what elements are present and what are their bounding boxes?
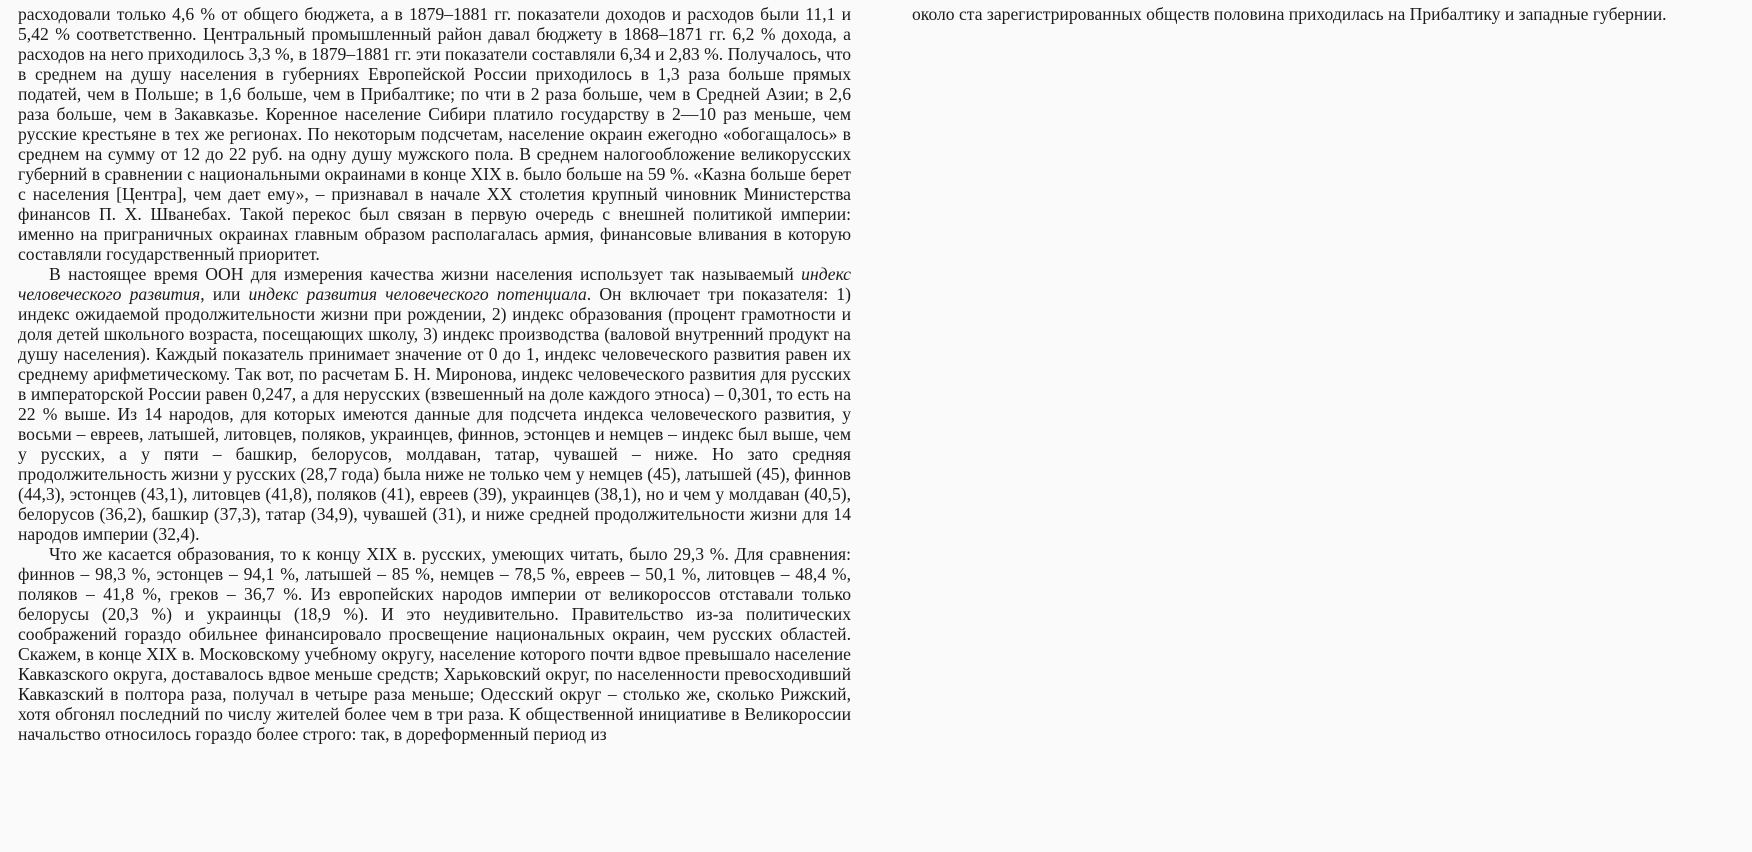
hdi-text-intro: В настоящее время ООН для измерения качества жизни населения использует так называемый: [49, 264, 802, 284]
paragraph-taxation: расходовали только 4,6 % от общего бюджета, а в 1879–1881 гг. показатели доходов и расходов были 11,1 и 5,42 % соответственно. Центральный промышленный район давал бюджету в 1868–1871 гг. 6,2 % дохода, а расходов на него приходилось 3,3 %, в 1879–1881 гг. эти показатели составляли 6,34 и 2,83 %. Получалось, что в среднем на душу населения в губерниях Европейской России приходилось в 1,3 раза больше прямых податей, чем в Польше; в 1,6 больше, чем в Прибалтике; по чти в 2 раза больше, чем в Средней Азии; в 2,6 раза больше, чем в Закавказье. Коренное население Сибири платило государству в 2—10 раз меньше, чем русские крестьяне в тех же регионах. По некоторым подсчетам, население окраин ежегодно «обогащалось» в среднем на сумму от 12 до 22 руб. на одну душу мужского пола. В среднем налогообложение великорусских губерний в сравнении с национальными окраинами в конце XIX в. было больше на 59 %. «Казна больше берет с населения [Центра], чем дает ему», – признавал в начале XX столетия крупный чиновник Министерства финансов П. Х. Шванебах. Такой перекос был связан в первую очередь с внешней политикой империи: именно на приграничных окраинах главным образом располагалась армия, финансовые вливания в которую составляли государственный приоритет.: [18, 4, 851, 264]
hdi-term-alt-italic: индекс развития человеческого потенциала: [248, 284, 587, 304]
paragraph-human-development-index: [18, 264, 851, 544]
hdi-text-body: . Он включает три показателя: 1) индекс ожидаемой продолжительности жизни при рождении, 2) индекс образования (процент грамотности и доля детей школьного возраста, посещающих школу, 3) индекс производства (валовой внутренний продукт на душу населения). Каждый показатель принимает значение от 0 до 1, индекс человеческого развития равен их среднему арифметическому. Так вот, по расчетам Б. Н. Миронова, индекс человеческого развития для русских в императорской России равен 0,247, а для нерусских (взвешенный на доле каждого этноса) – 0,301, то есть на 22 % выше. Из 14 народов, для которых имеются данные для подсчета индекса человеческого развития, у восьми – евреев, латышей, литовцев, поляков, украинцев, финнов, эстонцев и немцев – индекс был выше, чем у русских, а у пяти – башкир, белорусов, молдаван, татар, чувашей – ниже. Но зато средняя продолжительность жизни у русских (28,7 года) была ниже не только чем у немцев (45), латышей (45), финнов (44,3), эстонцев (43,1), литовцев (41,8), поляков (41), евреев (39), украинцев (38,1), но и чем у молдаван (40,5), белорусов (36,2), башкир (37,3), татар (34,9), чувашей (31), и ниже средней продолжительности жизни для 14 народов империи (32,4).: [18, 284, 852, 544]
paragraph-education: Что же касается образования, то к концу XIX в. русских, умеющих читать, было 29,3 %. Для сравнения: финнов – 98,3 %, эстонцев – 94,1 %, латышей – 85 %, немцев – 78,5 %, евреев – 50,1 %, литовцев – 48,4 %, поляков – 41,8 %, греков – 36,7 %. Из европейских народов империи от великороссов отставали только белорусы (20,3 %) и украинцы (18,9 %). И это неудивительно. Правительство из-за политических соображений гораздо обильнее финансировало просвещение национальных окраин, чем русских областей. Скажем, в конце XIX в. Московскому учебному округу, население которого почти вдвое превышало население Кавказского округа, доставалось вдвое меньше средств; Харьковский округ, по населенности превосходивший Кавказский в полтора раза, получал в четыре раза меньше; Одесский округ – столько же, сколько Рижский, хотя обгонял последний по числу жителей более чем в три раза. К общественной инициативе в Великороссии начальство относилось гораздо более строго: так, в дореформенный период из: [18, 544, 851, 744]
right-text-column: [912, 4, 1734, 24]
hdi-text-or: , или: [200, 284, 249, 304]
paragraph-societies: около ста зарегистрированных обществ половина приходилась на Прибалтику и западные губернии.: [912, 4, 1667, 24]
hdi-term-italic: индекс человеческого развития: [18, 264, 851, 304]
left-text-column: [18, 4, 851, 744]
